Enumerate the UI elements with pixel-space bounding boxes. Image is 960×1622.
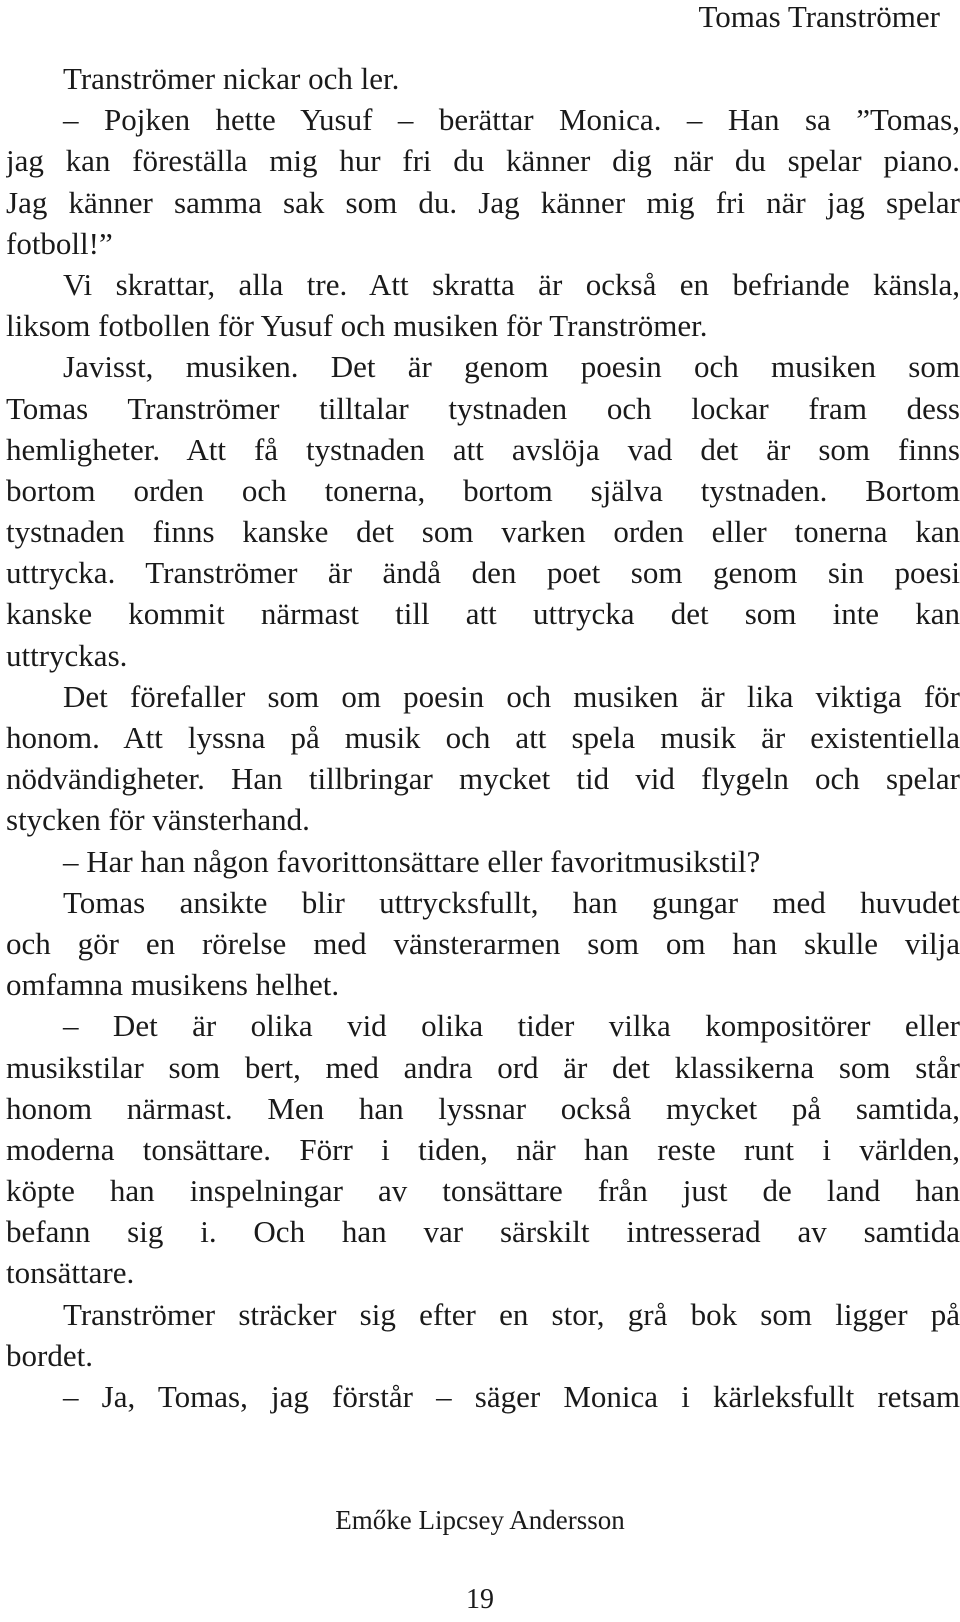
page-number: 19 [466,1584,494,1615]
text-line: honom. Att lyssna på musik och att spela musik är existentiella [6,720,960,755]
text-line: Jag känner samma sak som du. Jag känner mig fri när jag spelar [6,184,960,220]
text-line: tystnaden finns kanske det som varken orden eller tonerna kan [6,514,960,550]
text-line: omfamna musikens helhet. [6,967,340,1003]
text-line: – Har han någon favorittonsättare eller favoritmusikstil? [63,843,761,879]
text-line: nödvändigheter. Han tillbringar mycket tid vid flygeln och spelar [6,761,960,797]
running-foot-author: Emőke Lipcsey Andersson [335,1505,625,1535]
text-line: moderna tonsättare. Förr i tiden, när han reste runt i världen, [6,1131,960,1167]
text-line: bortom orden och tonerna, bortom själva tystnaden. Bortom [6,472,960,508]
text-line: Tomas Tranströmer tilltalar tystnaden och lockar fram dess [6,390,960,426]
text-line: Tranströmer sträcker sig efter en stor, grå bok som ligger på [63,1296,960,1332]
text-line: Tomas ansikte blir uttrycksfullt, han gungar med huvudet [63,884,960,920]
text-line: – Pojken hette Yusuf – berättar Monica. – Han sa ”Tomas, [63,102,960,138]
text-line: stycken för vänsterhand. [6,802,310,838]
text-line: liksom fotbollen för Yusuf och musiken för Tranströmer. [6,308,708,344]
text-line: Det förefaller som om poesin och musiken är lika viktiga för [63,678,960,714]
text-line: uttrycka. Tranströmer är ändå den poet som genom sin poesi [6,555,960,591]
text-line: hemligheter. Att få tystnaden att avslöja vad det är som finns [6,431,960,467]
text-line: bordet. [6,1337,93,1373]
text-line: fotboll!” [6,225,113,261]
text-line: uttryckas. [6,637,128,673]
text-line: musikstilar som bert, med andra ord är det klassikerna som står [6,1049,960,1085]
text-line: – Det är olika vid olika tider vilka kompositörer eller [63,1008,960,1044]
body-text [6,58,960,1417]
text-line: befann sig i. Och han var särskilt intresserad av samtida [6,1214,960,1250]
text-line: jag kan föreställa mig hur fri du känner dig när du spelar piano. [6,143,960,179]
text-line: köpte han inspelningar av tonsättare från just de land han [6,1173,960,1209]
running-head-title: Tomas Tranströmer [698,0,940,34]
text-line: och gör en rörelse med vänsterarmen som om han skulle vilja [6,925,960,961]
text-line: – Ja, Tomas, jag förstår – säger Monica i kärleksfullt retsam [63,1379,960,1414]
text-line: Javisst, musiken. Det är genom poesin och musiken som [63,349,960,385]
text-line: kanske kommit närmast till att uttrycka det som inte kan [6,596,960,632]
text-line: Vi skrattar, alla tre. Att skratta är också en befriande känsla, [63,266,960,302]
text-line: tonsättare. [6,1255,135,1291]
text-line: Tranströmer nickar och ler. [63,61,400,96]
text-line: honom närmast. Men han lyssnar också mycket på samtida, [6,1090,960,1126]
